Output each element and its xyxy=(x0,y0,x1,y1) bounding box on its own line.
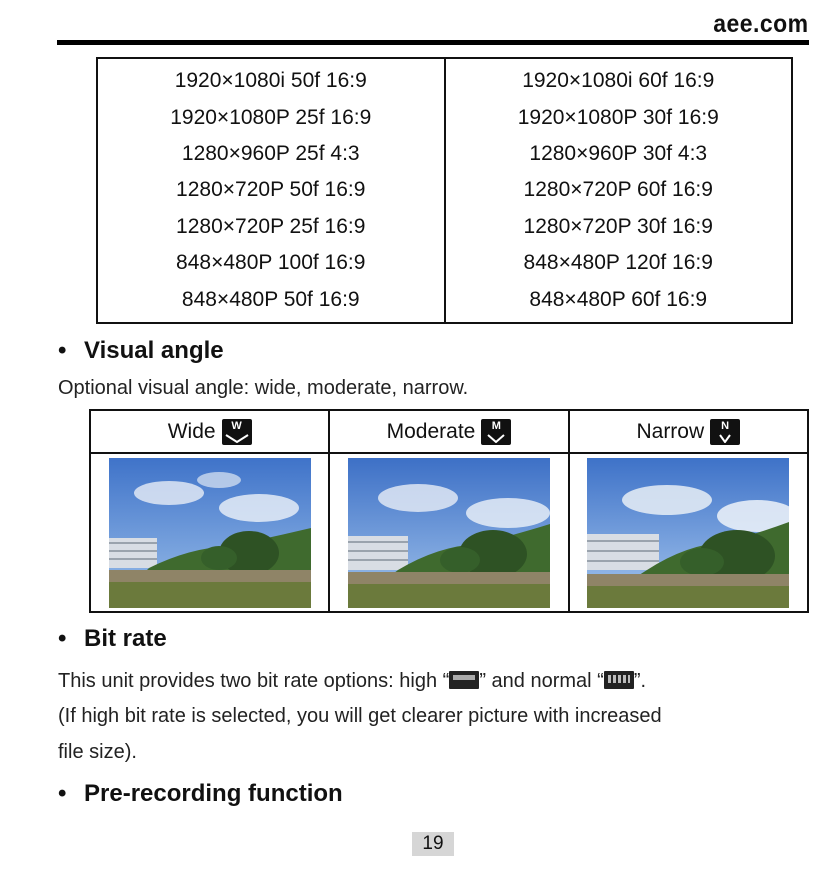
resolution-cell: 1280×960P 25f 4:3 xyxy=(181,142,360,166)
visual-angle-table xyxy=(89,409,809,613)
bit-rate-line-1 xyxy=(58,670,646,693)
resolution-cell: 1920×1080P 25f 16:9 xyxy=(170,105,372,129)
angle-label: Wide xyxy=(167,419,216,443)
normal-bitrate-icon xyxy=(604,671,634,689)
moderate-angle-icon xyxy=(481,419,511,445)
angle-label: Narrow xyxy=(636,419,705,443)
angle-header xyxy=(570,411,807,454)
angle-option-moderate xyxy=(328,411,567,611)
page-number: 19 xyxy=(412,832,454,856)
resolution-cell: 1920×1080P 30f 16:9 xyxy=(517,105,719,129)
bit-rate-heading xyxy=(58,625,167,653)
visual-angle-heading xyxy=(58,337,224,365)
wide-angle-icon xyxy=(222,419,252,445)
angle-icon-letter: N xyxy=(721,419,730,432)
pre-recording-title: Pre-recording function xyxy=(84,780,343,807)
pre-recording-heading xyxy=(58,780,343,808)
resolution-cell: 1280×720P 60f 16:9 xyxy=(523,178,713,202)
angle-option-narrow xyxy=(568,411,807,611)
angle-option-wide xyxy=(91,411,328,611)
angle-photo-cell xyxy=(91,454,328,611)
landscape-photo-wide xyxy=(109,458,311,608)
resolution-column-left xyxy=(98,59,444,322)
resolution-cell: 848×480P 50f 16:9 xyxy=(181,287,360,311)
bullet: • xyxy=(58,625,67,652)
resolution-column-right xyxy=(444,59,792,322)
visual-angle-title: Visual angle xyxy=(84,337,224,364)
landscape-photo-moderate xyxy=(348,458,550,608)
resolution-cell: 1280×720P 30f 16:9 xyxy=(523,214,713,238)
resolution-cell: 848×480P 100f 16:9 xyxy=(176,251,366,275)
bit-rate-title: Bit rate xyxy=(84,625,167,652)
high-bitrate-icon xyxy=(449,671,479,689)
header-rule xyxy=(57,40,809,45)
resolution-cell: 1920×1080i 60f 16:9 xyxy=(522,69,715,93)
angle-icon-letter: W xyxy=(231,419,242,432)
resolution-cell: 848×480P 120f 16:9 xyxy=(523,251,713,275)
narrow-angle-icon xyxy=(710,419,740,445)
angle-header xyxy=(330,411,567,454)
resolution-cell: 1920×1080i 50f 16:9 xyxy=(174,69,367,93)
bit-rate-text-c: ”. xyxy=(633,670,647,692)
angle-photo-cell xyxy=(330,454,567,611)
visual-angle-description: Optional visual angle: wide, moderate, narrow. xyxy=(58,377,469,399)
bit-rate-line-3: file size). xyxy=(58,741,137,763)
angle-icon-letter: M xyxy=(491,419,501,432)
angle-label: Moderate xyxy=(386,419,476,443)
resolution-table xyxy=(96,57,793,324)
bullet: • xyxy=(58,780,67,807)
brand-logo: aee.com xyxy=(713,10,809,38)
resolution-cell: 1280×720P 50f 16:9 xyxy=(176,178,366,202)
resolution-cell: 1280×720P 25f 16:9 xyxy=(176,214,366,238)
landscape-photo-narrow xyxy=(587,458,789,608)
bit-rate-text-b: ” and normal “ xyxy=(479,670,604,692)
angle-header xyxy=(91,411,328,454)
bit-rate-line-2: (If high bit rate is selected, you will get clearer picture with increased xyxy=(58,705,662,727)
angle-photo-cell xyxy=(570,454,807,611)
bullet: • xyxy=(58,337,67,364)
resolution-cell: 1280×960P 30f 4:3 xyxy=(529,142,708,166)
resolution-cell: 848×480P 60f 16:9 xyxy=(529,287,708,311)
bit-rate-text-a: This unit provides two bit rate options: high “ xyxy=(58,670,450,692)
